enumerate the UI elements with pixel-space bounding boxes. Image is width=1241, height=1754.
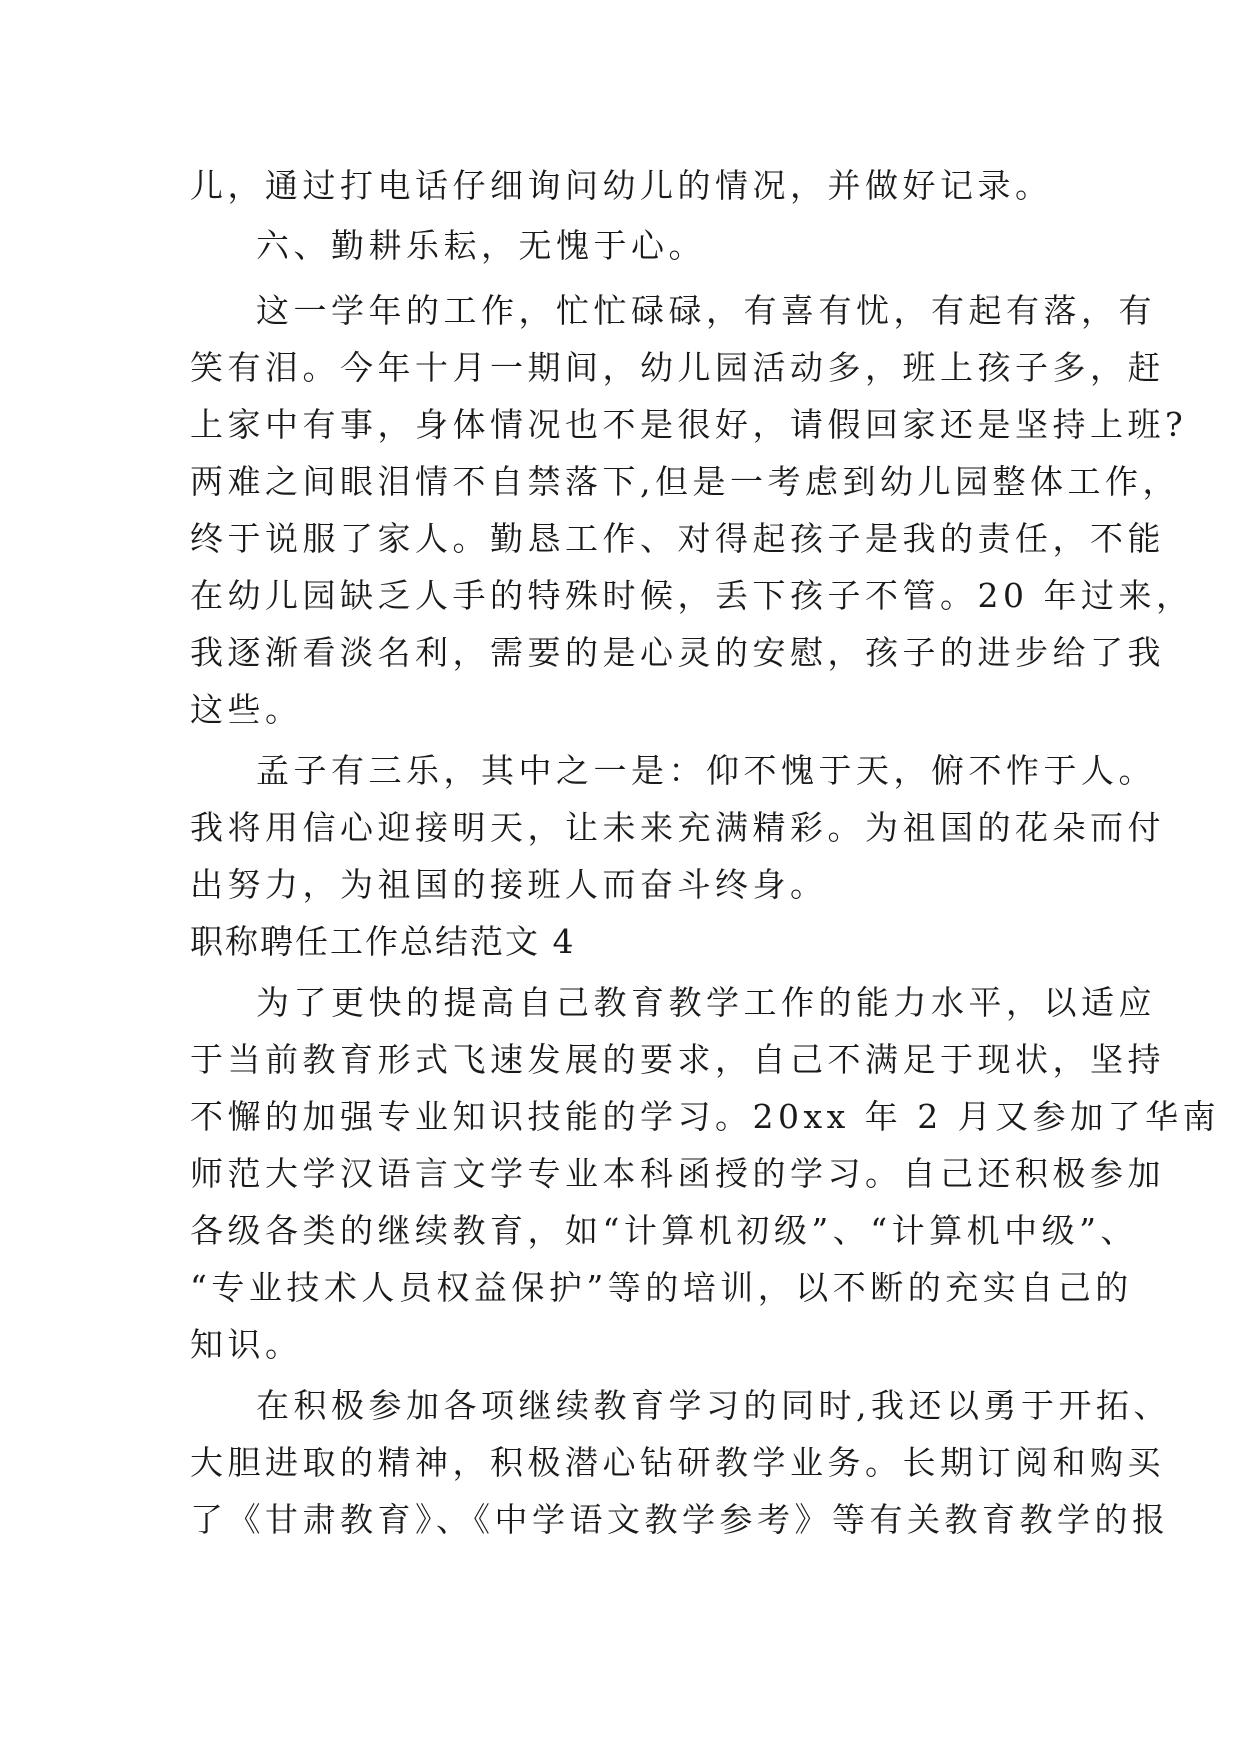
article-title: 职称聘任工作总结范文 4 [190, 922, 576, 961]
section-heading: 六、勤耕乐耘，无愧于心。 [256, 226, 706, 265]
text-line: 孟子有三乐，其中之一是：仰不愧于天，俯不怍于人。 [256, 751, 1156, 790]
text-line: 两难之间眼泪情不自禁落下,但是一考虑到幼儿园整体工作， [190, 462, 1180, 501]
text-line: 儿，通过打电话仔细询问幼儿的情况，并做好记录。 [190, 166, 1053, 205]
text-line: 我逐渐看淡名利，需要的是心灵的安慰，孩子的进步给了我 [190, 633, 1165, 672]
text-line: 我将用信心迎接明天，让未来充满精彩。为祖国的花朵而付 [190, 808, 1165, 847]
text-line: 各级各类的继续教育，如“计算机初级”、“计算机中级”、 [190, 1211, 1138, 1250]
text-line: 出努力，为祖国的接班人而奋斗终身。 [190, 865, 828, 904]
text-line: 为了更快的提高自己教育教学工作的能力水平，以适应 [256, 983, 1156, 1022]
text-line: 师范大学汉语言文学专业本科函授的学习。自己还积极参加 [190, 1154, 1165, 1193]
text-line: 在幼儿园缺乏人手的特殊时候，丢下孩子不管。20 年过来， [190, 576, 1194, 615]
text-line: 笑有泪。今年十月一期间，幼儿园活动多，班上孩子多，赶 [190, 348, 1165, 387]
text-line: “专业技术人员权益保护”等的培训，以不断的充实自己的 [190, 1268, 1133, 1307]
text-line: 不懈的加强专业知识技能的学习。20xx 年 2 月又参加了华南 [190, 1097, 1221, 1136]
text-line: 上家中有事，身体情况也不是很好，请假回家还是坚持上班? [190, 405, 1188, 444]
text-line: 了《甘肃教育》、《中学语文教学参考》等有关教育教学的报 [190, 1500, 1170, 1539]
text-line: 这一学年的工作，忙忙碌碌，有喜有忧，有起有落，有 [256, 291, 1156, 330]
text-line: 知识。 [190, 1325, 303, 1364]
text-line: 在积极参加各项继续教育学习的同时,我还以勇于开拓、 [256, 1386, 1171, 1425]
text-line: 这些。 [190, 690, 303, 729]
text-line: 终于说服了家人。勤恳工作、对得起孩子是我的责任，不能 [190, 519, 1165, 558]
text-line: 于当前教育形式飞速发展的要求，自己不满足于现状，坚持 [190, 1040, 1165, 1079]
text-line: 大胆进取的精神，积极潜心钻研教学业务。长期订阅和购买 [190, 1443, 1165, 1482]
